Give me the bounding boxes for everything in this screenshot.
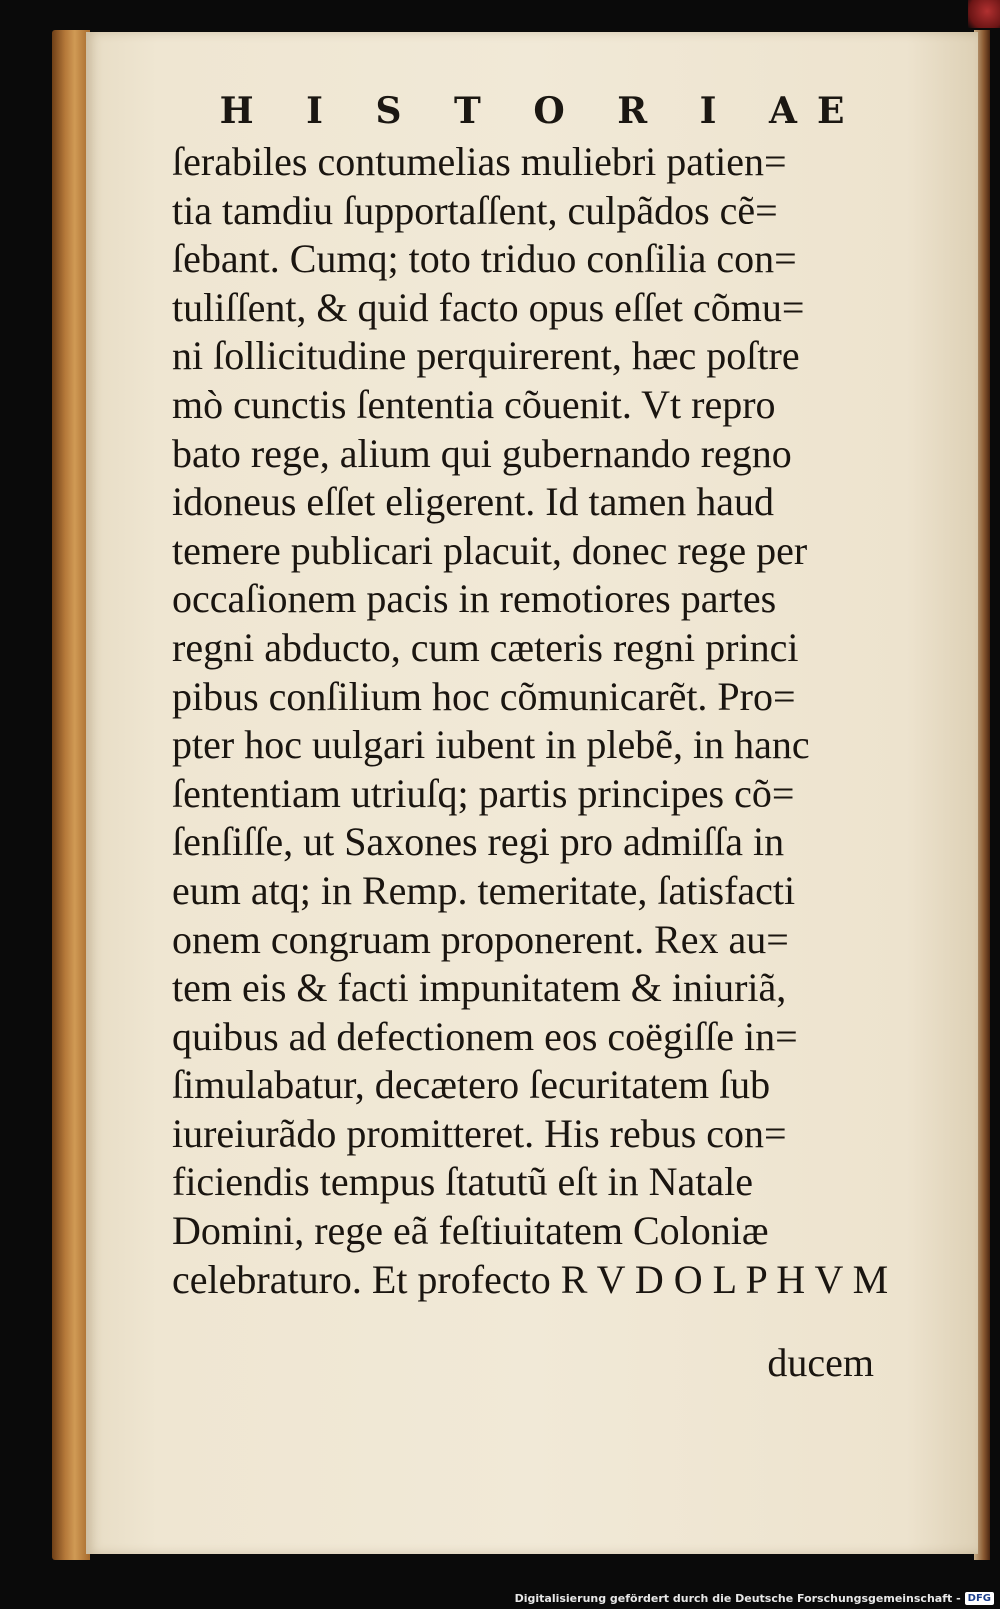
- text-line: eum atq; in Remp. temeritate, ſatisfacti: [172, 867, 796, 913]
- text-line: ſententiam utriuſq; partis principes cõ=: [172, 770, 795, 816]
- text-line: onem congruam proponerent. Rex au=: [172, 916, 789, 962]
- text-line: iureiurãdo promitteret. His rebus con=: [172, 1110, 787, 1156]
- digitization-credit: [515, 1592, 994, 1605]
- text-line: regni abducto, cum cæteris regni princi: [172, 624, 799, 670]
- text-line: Domini, rege eã feſtiuitatem Coloniæ: [172, 1208, 769, 1254]
- credit-text: Digitalisierung gefördert durch die Deutsche Forschungsgemeinschaft -: [514, 1592, 961, 1605]
- catchword: ducem: [767, 1340, 874, 1385]
- text-line: ni ſollicitudine perquirerent, hæc poſtre: [172, 333, 800, 379]
- text-line: mò cunctis ſententia cõuenit. Vt repro: [172, 381, 776, 427]
- book-page: [86, 32, 978, 1554]
- text-line: ſerabiles contumelias muliebri patien=: [172, 139, 787, 184]
- text-block: [172, 138, 904, 1304]
- red-corner-mark: [968, 0, 1000, 28]
- text-line: tem eis & facti impunitatem & iniuriã,: [172, 965, 787, 1011]
- book-spine-edge: [52, 30, 90, 1560]
- text-line: celebraturo. Et profecto R V D O L P H V M: [172, 1256, 889, 1302]
- text-line: quibus ad defectionem eos coëgiſſe in=: [172, 1013, 798, 1059]
- text-line: idoneus eſſet eligerent. Id tamen haud: [172, 479, 775, 525]
- text-line: temere publicari placuit, donec rege per: [172, 527, 808, 573]
- text-line: occaſionem pacis in remotiores partes: [172, 576, 777, 622]
- text-line: tuliſſent, & quid facto opus eſſet cõmu=: [172, 284, 805, 330]
- running-head: H I S T O R I AE: [219, 90, 865, 132]
- text-line: ſimulabatur, decætero ſecuritatem ſub: [172, 1062, 771, 1108]
- text-line: pibus conſilium hoc cõmunicarẽt. Pro=: [172, 673, 796, 719]
- text-line: pter hoc uulgari iubent in plebẽ, in hanc: [172, 722, 810, 768]
- dfg-logo-icon: DFG: [965, 1592, 994, 1605]
- text-line: ficiendis tempus ſtatutũ eſt in Natale: [172, 1159, 753, 1205]
- text-line: ſenſiſſe, ut Saxones regi pro admiſſa in: [172, 819, 785, 865]
- text-line: bato rege, alium qui gubernando regno: [172, 430, 792, 476]
- text-line: tia tamdiu ſupportaſſent, culpãdos cẽ=: [172, 187, 778, 233]
- text-line: ſebant. Cumq; toto triduo conſilia con=: [172, 236, 797, 282]
